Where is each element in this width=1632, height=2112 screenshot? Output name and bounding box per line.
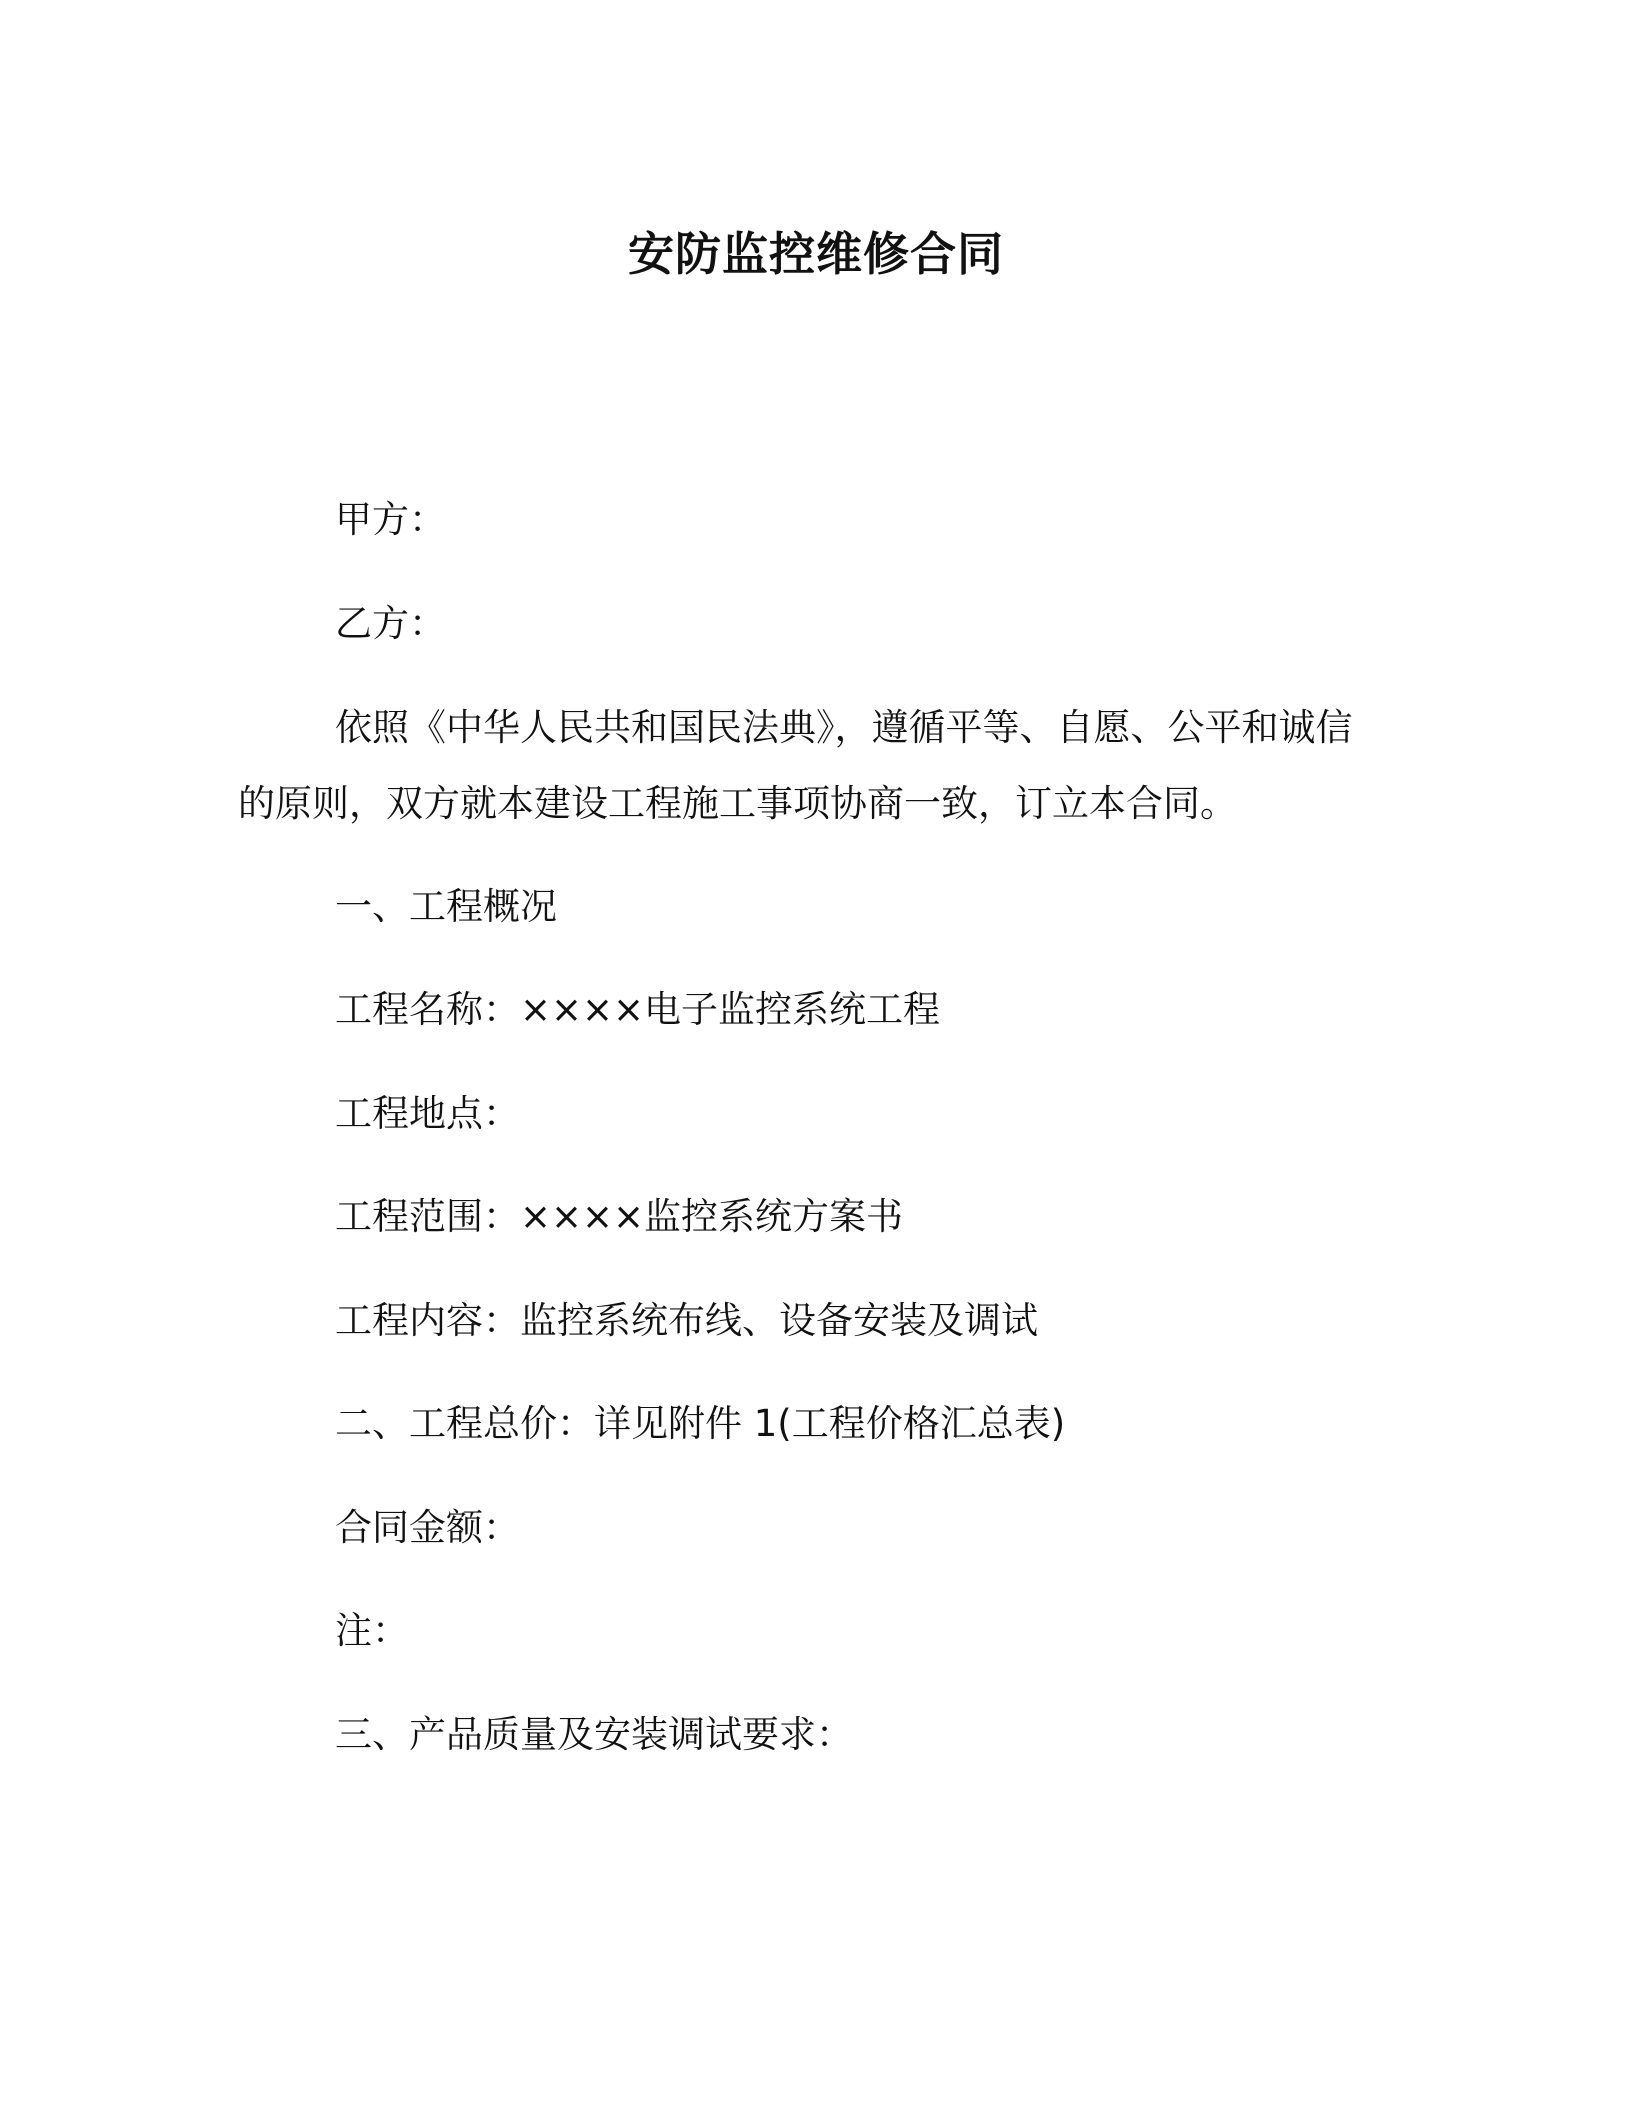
section-3-heading: 三、产品质量及安装调试要求： <box>335 1713 853 1756</box>
document-title: 安防监控维修合同 <box>628 227 1004 281</box>
project-location: 工程地点： <box>335 1092 520 1135</box>
section-2-heading: 二、工程总价：详见附件 1(工程价格汇总表) <box>335 1402 1066 1445</box>
preamble-line-1: 依照《中华人民共和国民法典》，遵循平等、自愿、公平和诚信 <box>335 706 1353 749</box>
contract-amount: 合同金额： <box>335 1506 520 1549</box>
party-b-label: 乙方： <box>335 602 446 645</box>
project-name: 工程名称：××××电子监控系统工程 <box>335 988 941 1031</box>
project-content: 工程内容：监控系统布线、设备安装及调试 <box>335 1299 1038 1342</box>
project-scope: 工程范围：××××监控系统方案书 <box>335 1195 904 1238</box>
note-label: 注： <box>335 1609 409 1652</box>
preamble-line-2: 的原则，双方就本建设工程施工事项协商一致，订立本合同。 <box>238 782 1237 825</box>
section-1-heading: 一、工程概况 <box>335 885 557 928</box>
party-a-label: 甲方： <box>335 498 446 541</box>
